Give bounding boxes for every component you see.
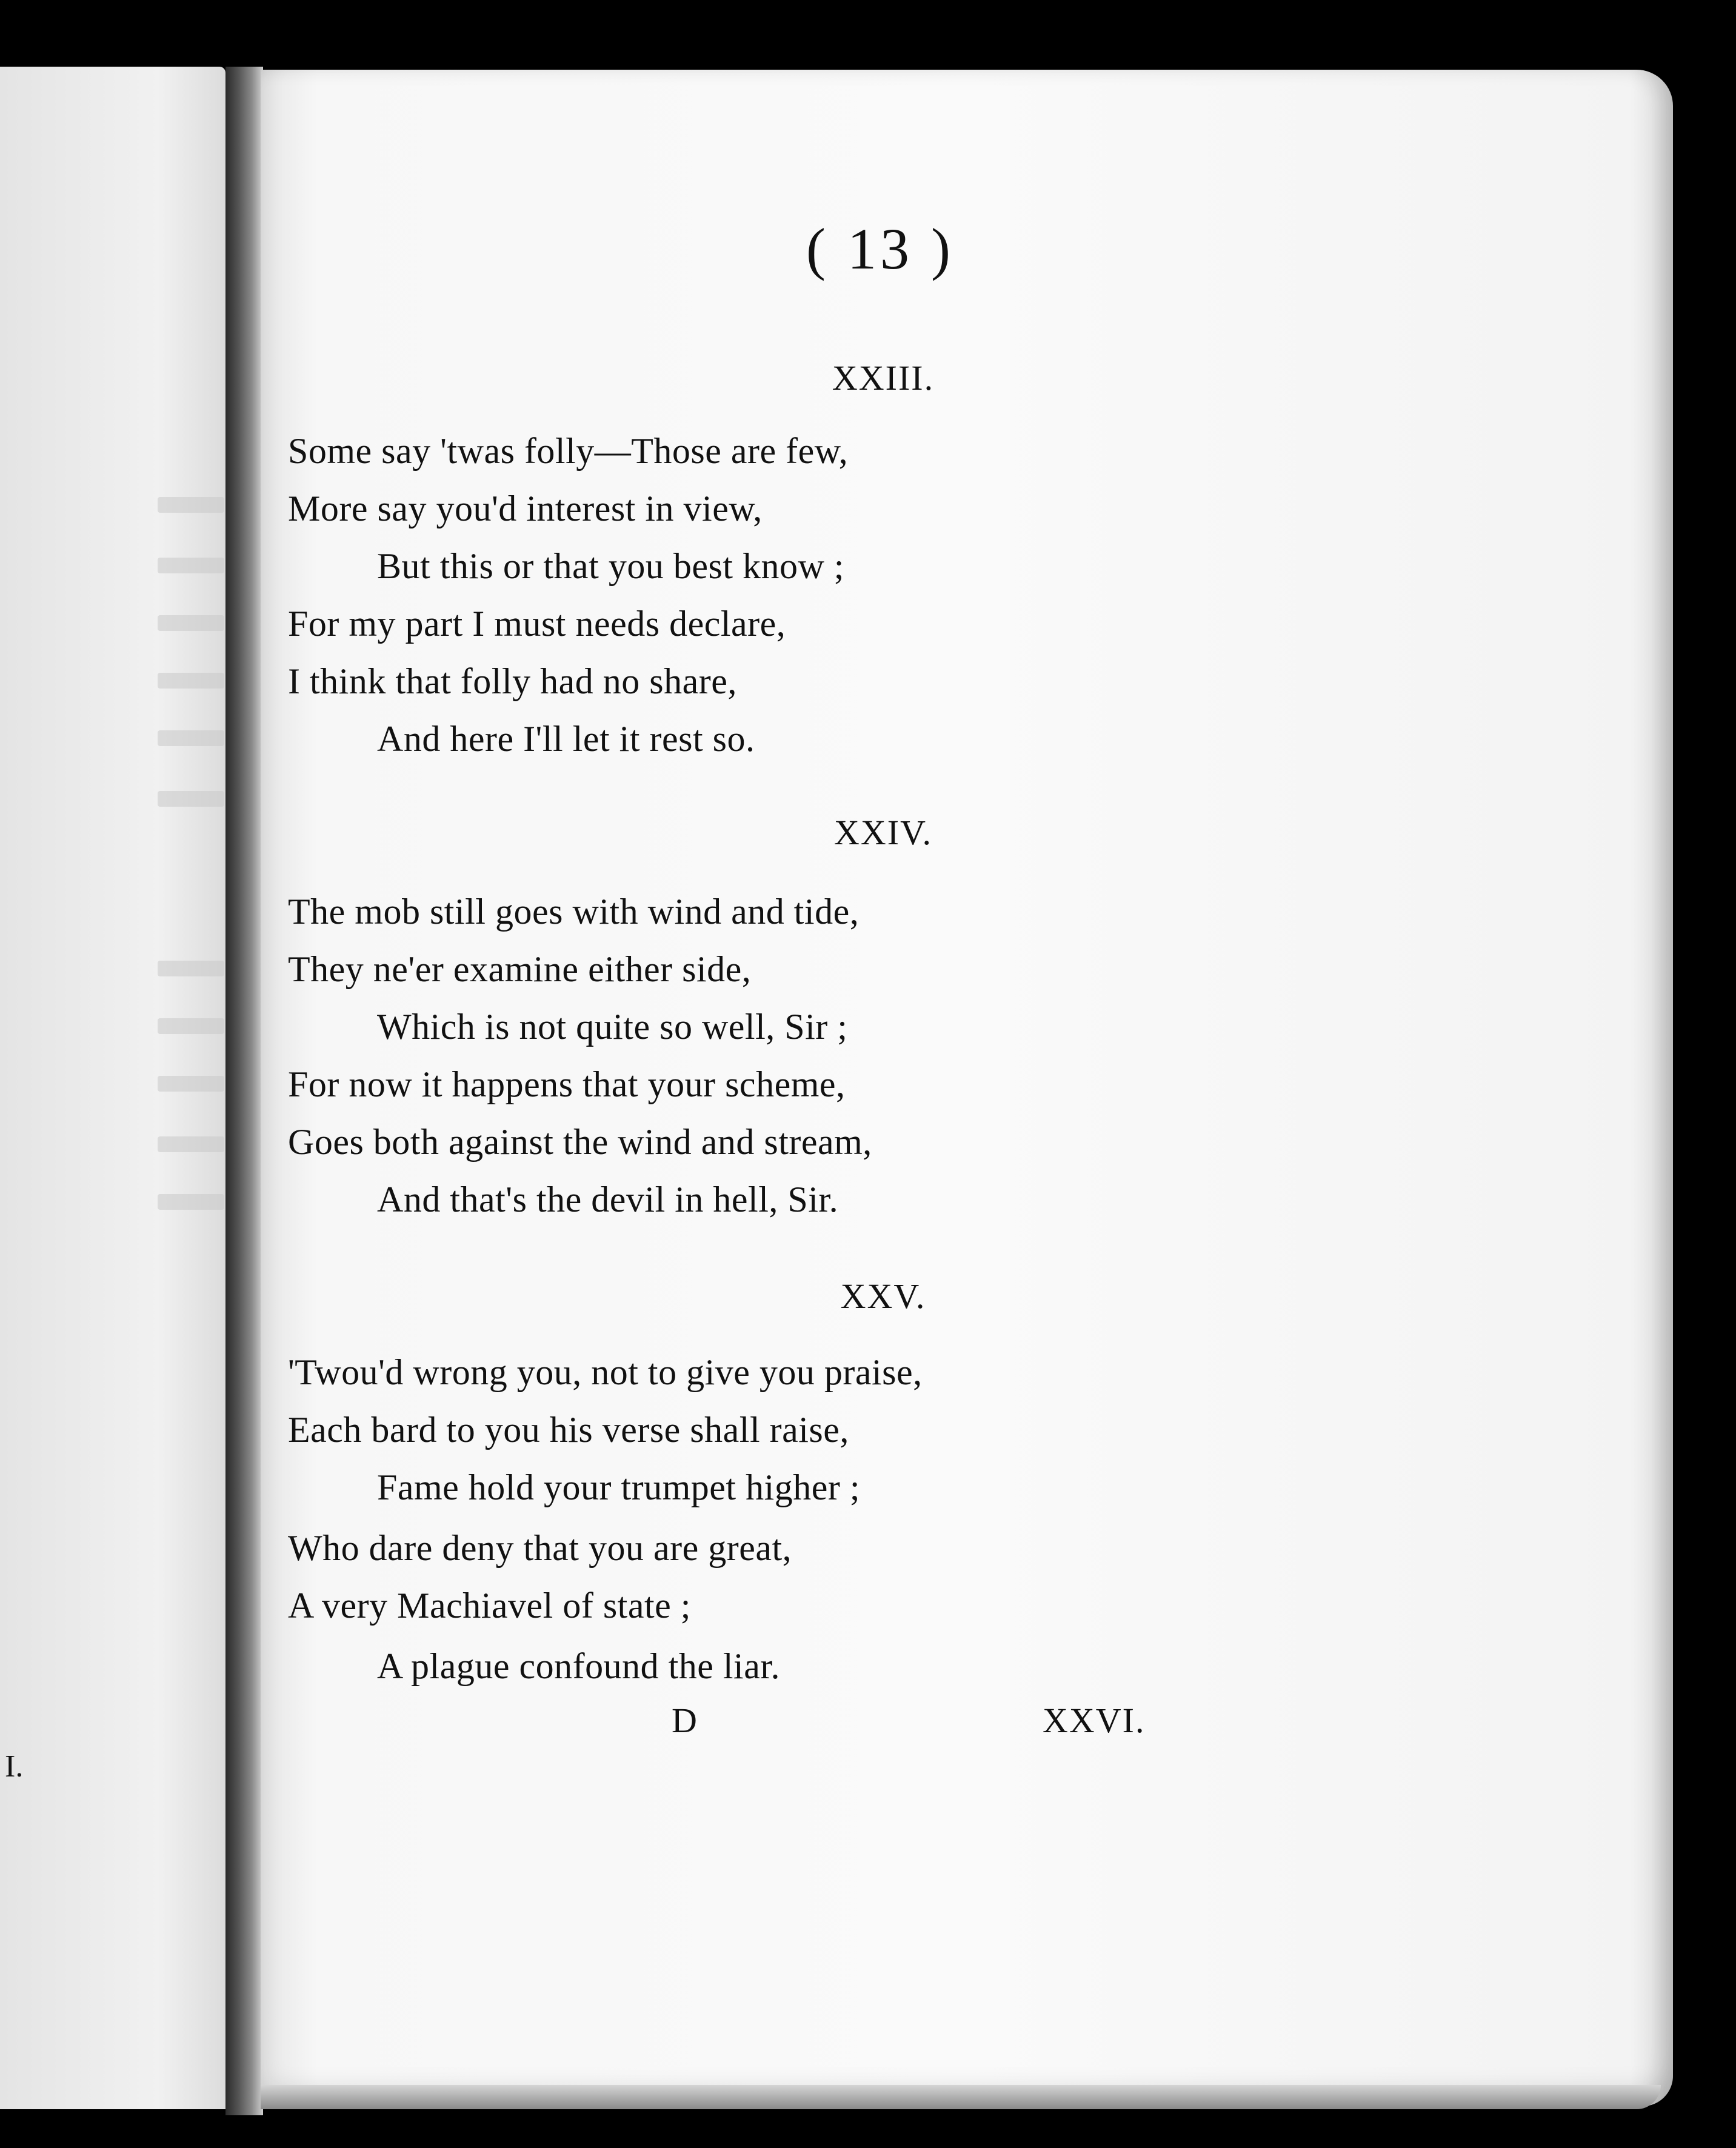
page-number: ( 13 ) bbox=[806, 216, 954, 281]
stanza-heading: XXIII. bbox=[832, 358, 935, 398]
verse-line: For my part I must needs declare, bbox=[288, 604, 786, 644]
verse-line: The mob still goes with wind and tide, bbox=[288, 892, 860, 932]
verse-line: And here I'll let it rest so. bbox=[377, 719, 755, 759]
stanza-heading: XXV. bbox=[840, 1276, 926, 1316]
left-page-fragment: I. bbox=[5, 1749, 24, 1784]
bleed-through-text bbox=[158, 673, 224, 689]
verse-line: 'Twou'd wrong you, not to give you praise, bbox=[288, 1352, 923, 1392]
verse-line: I think that folly had no share, bbox=[288, 661, 737, 701]
verse-line: A very Machiavel of state ; bbox=[288, 1586, 691, 1626]
bleed-through-text bbox=[158, 615, 224, 631]
verse-line: Which is not quite so well, Sir ; bbox=[377, 1007, 848, 1047]
bleed-through-text bbox=[158, 1018, 224, 1034]
catchword: XXVI. bbox=[1043, 1701, 1146, 1740]
verse-line: Who dare deny that you are great, bbox=[288, 1528, 792, 1568]
bleed-through-text bbox=[158, 1136, 224, 1152]
signature-mark: D bbox=[672, 1701, 697, 1740]
verse-line: Goes both against the wind and stream, bbox=[288, 1122, 872, 1162]
verse-line: They ne'er examine either side, bbox=[288, 949, 752, 989]
verse-line: Fame hold your trumpet higher ; bbox=[377, 1467, 861, 1507]
verse-line: And that's the devil in hell, Sir. bbox=[377, 1179, 839, 1219]
verse-line: More say you'd interest in view, bbox=[288, 489, 763, 529]
verse-line: For now it happens that your scheme, bbox=[288, 1064, 846, 1104]
bleed-through-text bbox=[158, 558, 224, 573]
bleed-through-text bbox=[158, 730, 224, 746]
bleed-through-text bbox=[158, 1194, 224, 1210]
bleed-through-text bbox=[158, 1076, 224, 1092]
bleed-through-text bbox=[158, 497, 224, 513]
verse-line: A plague confound the liar. bbox=[377, 1646, 781, 1686]
verse-line: Each bard to you his verse shall raise, bbox=[288, 1410, 849, 1450]
bleed-through-text bbox=[158, 791, 224, 807]
stanza-heading: XXIV. bbox=[834, 813, 932, 852]
page-edge bbox=[261, 2085, 1661, 2109]
verse-line: But this or that you best know ; bbox=[377, 546, 844, 586]
verse-line: Some say 'twas folly—Those are few, bbox=[288, 431, 849, 471]
bleed-through-text bbox=[158, 961, 224, 976]
